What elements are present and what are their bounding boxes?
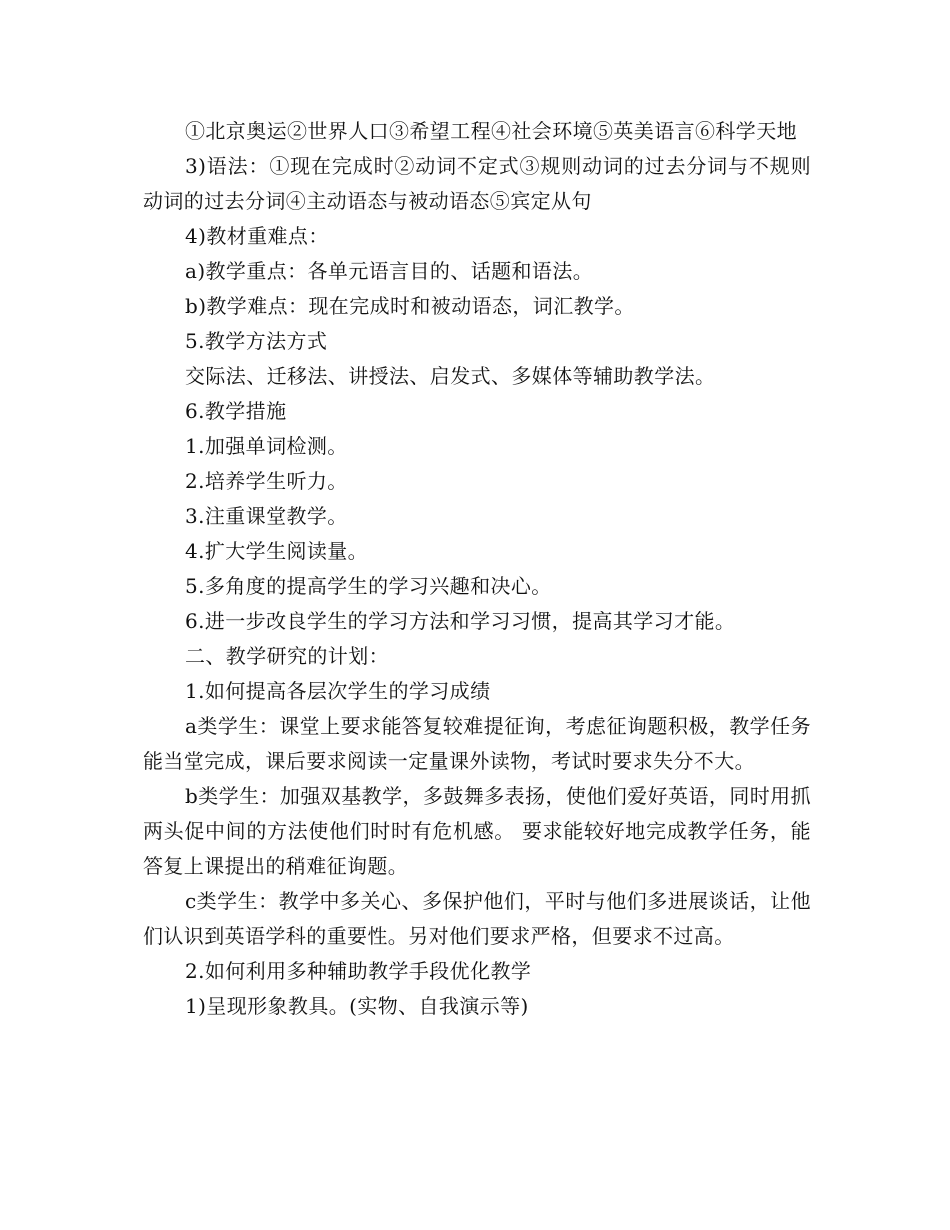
paragraph: b类学生：加强双基教学，多鼓舞多表扬，使他们爱好英语，同时用抓两头促中间的方法使他们时时有危机感。 要求能较好地完成教学任务，能答复上课提出的稍难征询题。 xyxy=(143,784,811,878)
list-item: 3.注重课堂教学。 xyxy=(185,504,348,528)
paragraph: c类学生：教学中多关心、多保护他们，平时与他们多进展谈话，让他们认识到英语学科的重要性。另对他们要求严格，但要求不过高。 xyxy=(143,889,811,948)
list-item: 1.加强单词检测。 xyxy=(185,434,348,458)
section-heading: 二、教学研究的计划： xyxy=(185,644,389,668)
paragraph: a类学生：课堂上要求能答复较难提征询，考虑征询题积极，教学任务能当堂完成，课后要求阅读一定量课外读物，考试时要求失分不大。 xyxy=(143,714,811,773)
list-item: 6.进一步改良学生的学习方法和学习习惯，提高其学习才能。 xyxy=(185,609,736,633)
list-item: 2.培养学生听力。 xyxy=(185,469,348,493)
paragraph: 3)语法：①现在完成时②动词不定式③规则动词的过去分词与不规则动词的过去分词④主动语态与被动语态⑤宾定从句 xyxy=(143,154,811,213)
section-heading: 5.教学方法方式 xyxy=(185,329,328,353)
list-item: 1)呈现形象教具。(实物、自我演示等) xyxy=(185,994,529,1018)
subsection-heading: 1.如何提高各层次学生的学习成绩 xyxy=(185,679,491,703)
paragraph: b)教学难点：现在完成时和被动语态，词汇教学。 xyxy=(185,294,635,318)
list-item: 5.多角度的提高学生的学习兴趣和决心。 xyxy=(185,574,552,598)
paragraph: a)教学重点：各单元语言目的、话题和语法。 xyxy=(185,259,594,283)
section-heading: 6.教学措施 xyxy=(185,399,287,423)
list-item: 4.扩大学生阅读量。 xyxy=(185,539,369,563)
paragraph: 交际法、迁移法、讲授法、启发式、多媒体等辅助教学法。 xyxy=(185,364,716,388)
subsection-heading: 2.如何利用多种辅助教学手段优化教学 xyxy=(185,959,532,983)
paragraph: ①北京奥运②世界人口③希望工程④社会环境⑤英美语言⑥科学天地 xyxy=(185,119,797,143)
document-body xyxy=(143,114,811,1024)
paragraph: 4)教材重难点： xyxy=(185,224,329,248)
